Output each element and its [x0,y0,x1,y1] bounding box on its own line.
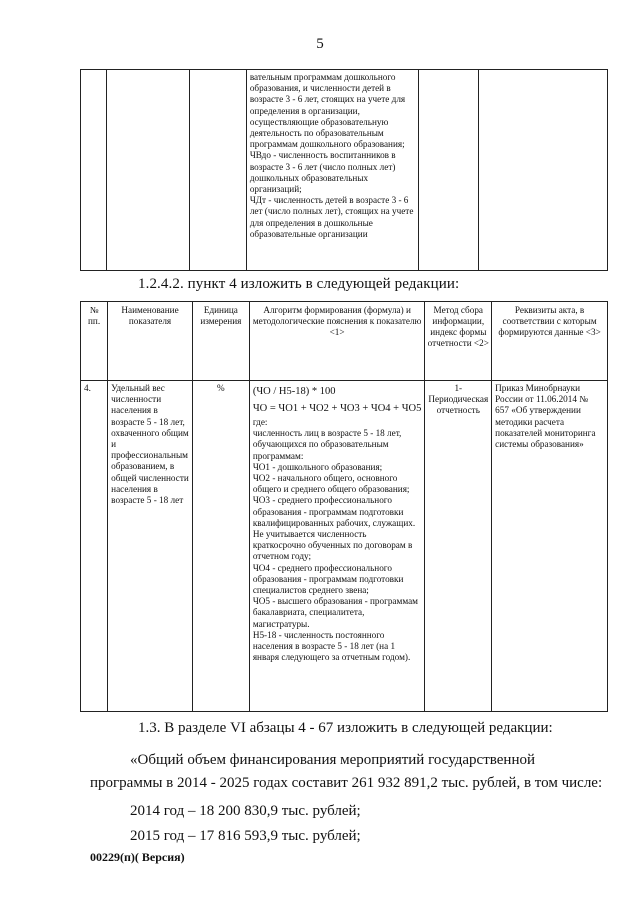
row-algorithm [249,381,425,712]
row-num: 4. [81,381,108,712]
header-act: Реквизиты акта, в соответствии с которым формируются данные <3> [492,302,608,381]
paragraph-2015: 2015 год – 17 816 593,9 тыс. рублей; [130,828,361,844]
paragraph-1-3: 1.3. В разделе VI абзацы 4 - 67 изложить в следующей редакции: [138,720,553,736]
header-unit: Единица измерения [192,302,249,381]
paragraph-quote-line-1: «Общий объем финансирования мероприятий государственной [130,752,535,768]
formula-line-2: ЧО = ЧО1 + ЧО2 + ЧО3 + ЧО4 + ЧО5 [252,403,422,414]
header-num: № пп. [81,302,108,381]
paragraph-2014: 2014 год – 18 200 830,9 тыс. рублей; [130,803,361,819]
formula-line-1: (ЧО / Н5-18) * 100 [252,386,336,397]
row-unit: % [192,381,249,712]
continuation-text: вательным программам дошкольного образования, и численности детей в возрасте 3 - 6 лет, стоящих на учете для определения в организации, осуществляющие образовательную деятельность по образовательным программам дошкольного образования; ЧВдо - численность воспитанников в возрасте 3 - 6 лет (число полных лет) дошкольных образовательных организаций; ЧДт - численность детей в возрасте 3 - 6 лет (число полных лет), стоящих на учете для определения в дошкольные образовательные организации [249,72,414,239]
continued-table [80,69,608,271]
page-number: 5 [316,36,324,52]
indicator-table [80,301,608,712]
header-name: Наименование показателя [108,302,193,381]
table-cell [107,70,189,271]
table-cell [478,70,607,271]
table-cell-formula-continuation [246,70,418,271]
paragraph-quote-line-2: программы в 2014 - 2025 годах составит 261 932 891,2 тыс. рублей, в том числе: [90,775,603,791]
row-method: 1-Периодическая отчетность [425,381,492,712]
formula-explanation: где: численность лиц в возрасте 5 - 18 лет, обучающихся по образовательным программам: ЧО1 - дошкольного образования; ЧО2 - начального общего, основного общего и среднего общего образования; ЧО3 - среднего профессионального образования - программам подготовки квалифицированных рабочих, служащих. Не учитывается численность краткосрочно обученных по договорам в отчетном году; ЧО4 - среднего профессионального образования - программам подготовки специалистов среднего звена; ЧО5 - высшего образования - программам бакалавриата, специалитета, магистратуры. Н5-18 - численность постоянного населения в возрасте 5 - 18 лет (на 1 января следующего за отчетным годом). [252,417,418,663]
row-name: Удельный вес численности населения в возрасте 5 - 18 лет, охваченного общим и профессиональным образованием, в общей численности населения в возрасте 5 - 18 лет [108,381,193,712]
table-cell [81,70,107,271]
footer-code: 00229(п)( Версия) [90,850,185,864]
section-heading-1242: 1.2.4.2. пункт 4 изложить в следующей редакции: [138,276,460,292]
header-algorithm: Алгоритм формирования (формула) и методологические пояснения к показателю <1> [249,302,425,381]
table-cell [418,70,478,271]
header-method: Метод сбора информации, индекс формы отчетности <2> [425,302,492,381]
table-row [81,381,608,712]
table-cell [189,70,246,271]
row-act: Приказ Минобрнауки России от 11.06.2014 № 657 «Об утверждении методики расчета показателей мониторинга системы образования» [492,381,608,712]
